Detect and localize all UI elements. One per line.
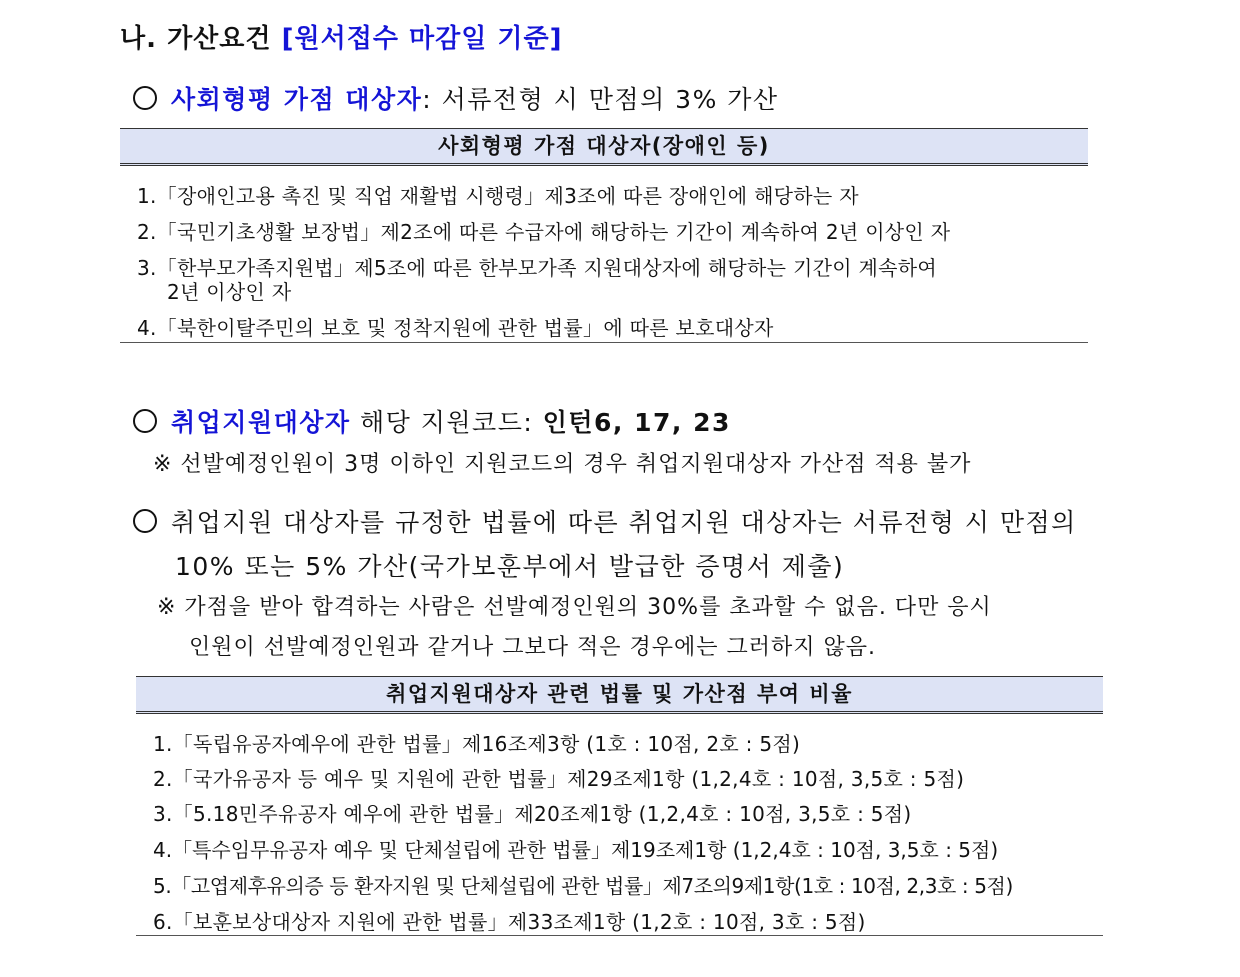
heading-bracket: [원서접수 마감일 기준] (281, 24, 563, 54)
heading-prefix: 나. (120, 24, 157, 54)
employment-law-table-bottom (136, 935, 1103, 936)
employment-law-text-1: 취업지원 대상자를 규정한 법률에 따른 취업지원 대상자는 서류전형 시 만점의 (171, 508, 1077, 537)
employment-law-note-2: 인원이 선발예정인원과 같거나 그보다 적은 경우에는 그러하지 않음. (189, 635, 877, 660)
social-equity-item-3-cont: 2년 이상인 자 (167, 280, 292, 304)
employment-support-label: 취업지원대상자 (171, 408, 351, 437)
employment-support-note: ※ 선발예정인원이 3명 이하인 지원코드의 경우 취업지원대상자 가산점 적용 불가 (153, 452, 972, 477)
employment-law-note-1: ※ 가점을 받아 합격하는 사람은 선발예정인원의 30%를 초과할 수 없음. 다만 응시 (157, 595, 992, 620)
employment-law-table-header: 취업지원대상자 관련 법률 및 가산점 부여 비율 (136, 676, 1103, 714)
circle-bullet-icon (133, 86, 157, 110)
employment-law-item-6: 6.「보훈보상대상자 지원에 관한 법률」제33조제1항 (1,2호 : 10점, 3호 : 5점) (153, 910, 866, 934)
social-equity-text: : 서류전형 시 만점의 3% 가산 (422, 85, 779, 114)
employment-support-codes: 인턴6, 17, 23 (542, 408, 731, 437)
circle-bullet-icon (133, 409, 157, 433)
social-equity-item-4: 4.「북한이탈주민의 보호 및 정착지원에 관한 법률」에 따른 보호대상자 (137, 316, 774, 340)
employment-law-line-1 (133, 503, 1077, 539)
employment-law-item-5: 5.「고엽제후유의증 등 환자지원 및 단체설립에 관한 법률」제7조의9제1항(1호 : 10점, 2,3호 : 5점) (153, 874, 1013, 898)
employment-law-item-1: 1.「독립유공자예우에 관한 법률」제16조제3항 (1호 : 10점, 2호 : 5점) (153, 732, 801, 756)
employment-law-item-2: 2.「국가유공자 등 예우 및 지원에 관한 법률」제29조제1항 (1,2,4호 : 10점, 3,5호 : 5점) (153, 767, 965, 791)
employment-law-item-3: 3.「5.18민주유공자 예우에 관한 법률」제20조제1항 (1,2,4호 : 10점, 3,5호 : 5점) (153, 802, 912, 826)
social-equity-table-header: 사회형평 가점 대상자(장애인 등) (120, 128, 1088, 166)
social-equity-table-bottom (120, 342, 1088, 343)
section-heading (120, 18, 563, 55)
social-equity-line (133, 80, 779, 116)
employment-law-line-2: 10% 또는 5% 가산(국가보훈부에서 발급한 증명서 제출) (175, 552, 845, 581)
circle-bullet-icon (133, 509, 157, 533)
social-equity-label: 사회형평 가점 대상자 (171, 85, 423, 114)
employment-support-text: 해당 지원코드: (350, 408, 543, 437)
employment-support-line (133, 403, 731, 439)
social-equity-item-3: 3.「한부모가족지원법」제5조에 따른 한부모가족 지원대상자에 해당하는 기간이 계속하여 (137, 256, 937, 280)
social-equity-item-1: 1.「장애인고용 촉진 및 직업 재활법 시행령」제3조에 따른 장애인에 해당하는 자 (137, 184, 859, 208)
heading-title: 가산요건 (167, 24, 272, 54)
social-equity-item-2: 2.「국민기초생활 보장법」제2조에 따른 수급자에 해당하는 기간이 계속하여 2년 이상인 자 (137, 220, 951, 244)
employment-law-item-4: 4.「특수임무유공자 예우 및 단체설립에 관한 법률」제19조제1항 (1,2,4호 : 10점, 3,5호 : 5점) (153, 838, 999, 862)
